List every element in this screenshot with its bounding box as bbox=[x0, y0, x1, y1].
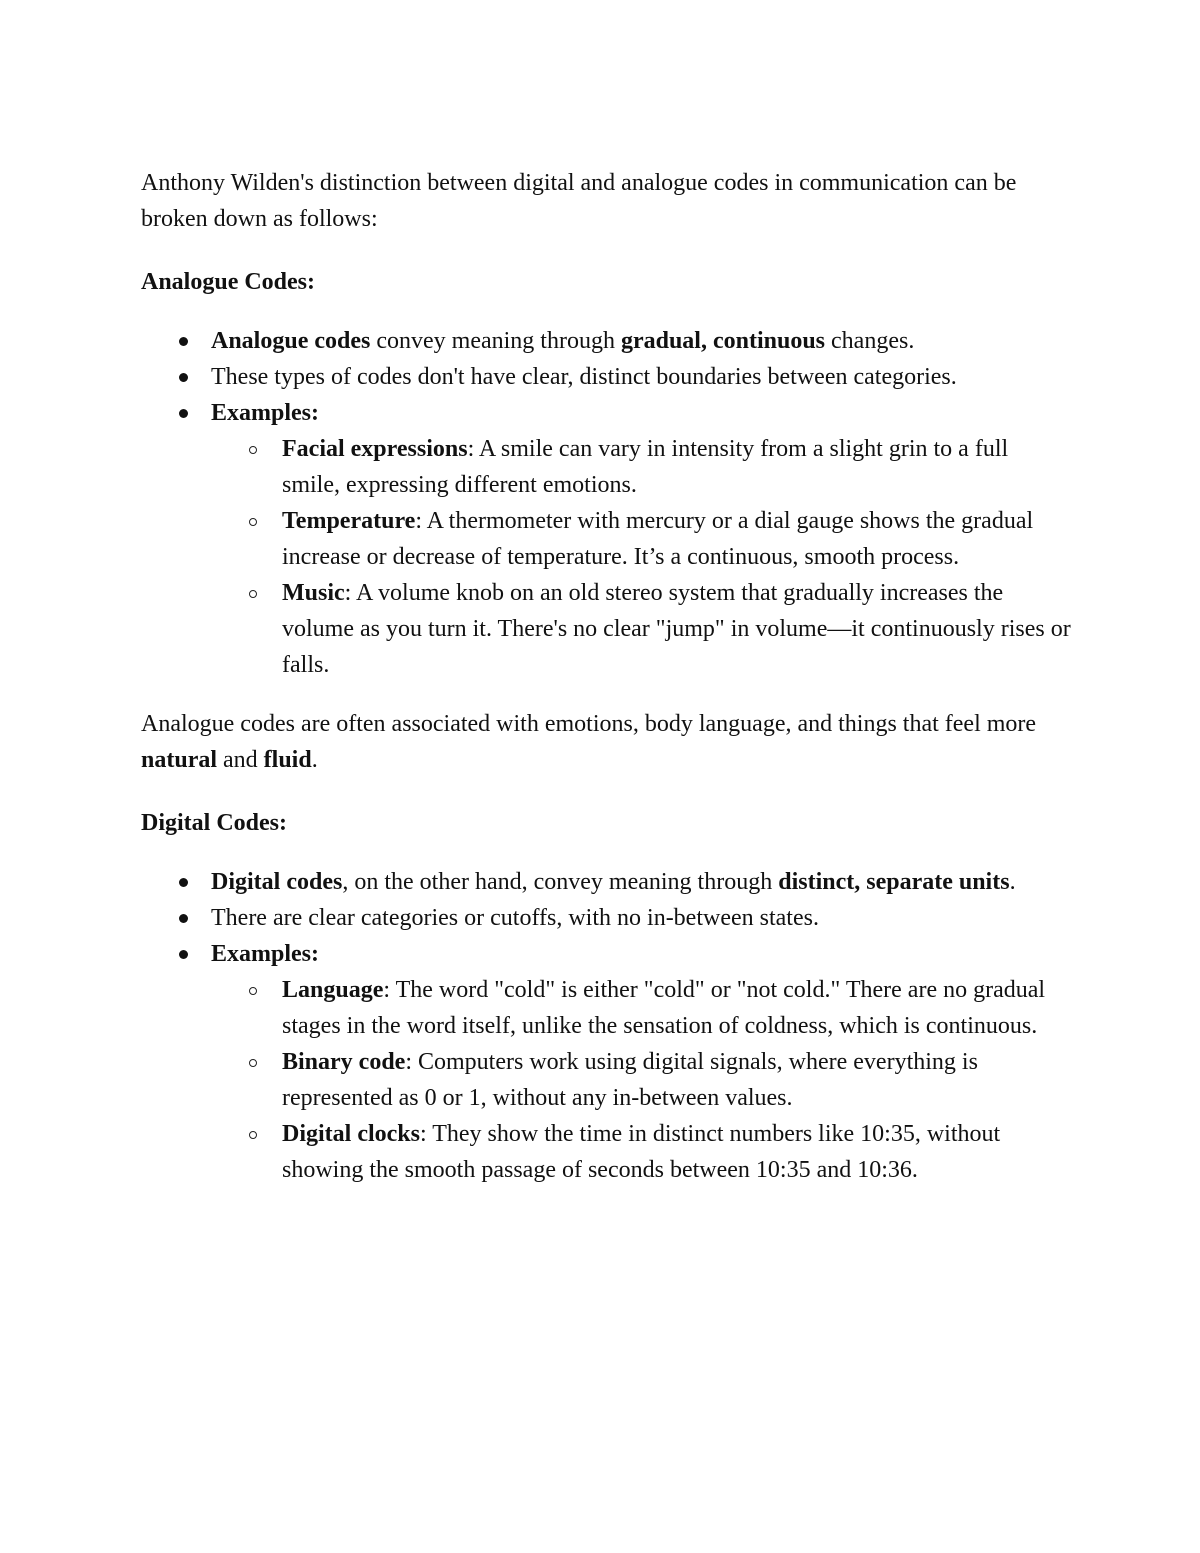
list-item: Examples: Language: The word "cold" is either "cold" or "not cold." There are no gradual stages in the word itself, unlike the sensation of coldness, which is continuous. Binary code: Computers work using digital signals, where everything is represented as 0 or 1, without any in-between values. Digital clocks: They show the time in distinct numbers like 10:35, without showing the smooth passage of seconds between 10:35 and 10:36. bbox=[141, 936, 1071, 1188]
hollow-bullet-icon bbox=[249, 446, 257, 454]
list-item: There are clear categories or cutoffs, with no in-between states. bbox=[141, 900, 1071, 936]
example-item: Binary code: Computers work using digital signals, where everything is represented as 0 or 1, without any in-between values. bbox=[211, 1044, 1071, 1116]
digital-list bbox=[141, 864, 1071, 1188]
list-item: Examples: Facial expressions: A smile can vary in intensity from a slight grin to a full smile, expressing different emotions. Temperature: A thermometer with mercury or a dial gauge shows the gradual increase or decrease of temperature. It’s a continuous, smooth process. Music: A volume knob on an old stereo system that gradually increases the volume as you turn it. There's no clear "jump" in volume—it continuously rises or falls. bbox=[141, 395, 1071, 683]
digital-heading: Digital Codes: bbox=[141, 810, 287, 836]
hollow-bullet-icon bbox=[249, 1059, 257, 1067]
hollow-bullet-icon bbox=[249, 590, 257, 598]
list-item: These types of codes don't have clear, distinct boundaries between categories. bbox=[141, 359, 1071, 395]
bullet-icon bbox=[179, 337, 188, 346]
example-item: Digital clocks: They show the time in distinct numbers like 10:35, without showing the smooth passage of seconds between 10:35 and 10:36. bbox=[211, 1116, 1071, 1188]
bullet-icon bbox=[179, 878, 188, 887]
document-page bbox=[141, 165, 1071, 1188]
intro-paragraph: Anthony Wilden's distinction between digital and analogue codes in communication can be broken down as follows: bbox=[141, 170, 1017, 232]
example-item: Temperature: A thermometer with mercury or a dial gauge shows the gradual increase or decrease of temperature. It’s a continuous, smooth process. bbox=[211, 503, 1071, 575]
digital-examples-list bbox=[211, 972, 1071, 1188]
bullet-icon bbox=[179, 914, 188, 923]
analogue-heading: Analogue Codes: bbox=[141, 269, 316, 295]
hollow-bullet-icon bbox=[249, 518, 257, 526]
example-item: Language: The word "cold" is either "cold" or "not cold." There are no gradual stages in the word itself, unlike the sensation of coldness, which is continuous. bbox=[211, 972, 1071, 1044]
list-item: Analogue codes convey meaning through gradual, continuous changes. bbox=[141, 323, 1071, 359]
bullet-icon bbox=[179, 409, 188, 418]
hollow-bullet-icon bbox=[249, 1131, 257, 1139]
analogue-list bbox=[141, 323, 1071, 683]
example-item: Music: A volume knob on an old stereo system that gradually increases the volume as you turn it. There's no clear "jump" in volume—it continuously rises or falls. bbox=[211, 575, 1071, 683]
list-item: Digital codes, on the other hand, convey meaning through distinct, separate units. bbox=[141, 864, 1071, 900]
hollow-bullet-icon bbox=[249, 987, 257, 995]
analogue-examples-list bbox=[211, 431, 1071, 683]
example-item: Facial expressions: A smile can vary in intensity from a slight grin to a full smile, expressing different emotions. bbox=[211, 431, 1071, 503]
analogue-closing-paragraph: Analogue codes are often associated with emotions, body language, and things that feel more natural and fluid. bbox=[141, 711, 1037, 773]
bullet-icon bbox=[179, 373, 188, 382]
bullet-icon bbox=[179, 950, 188, 959]
